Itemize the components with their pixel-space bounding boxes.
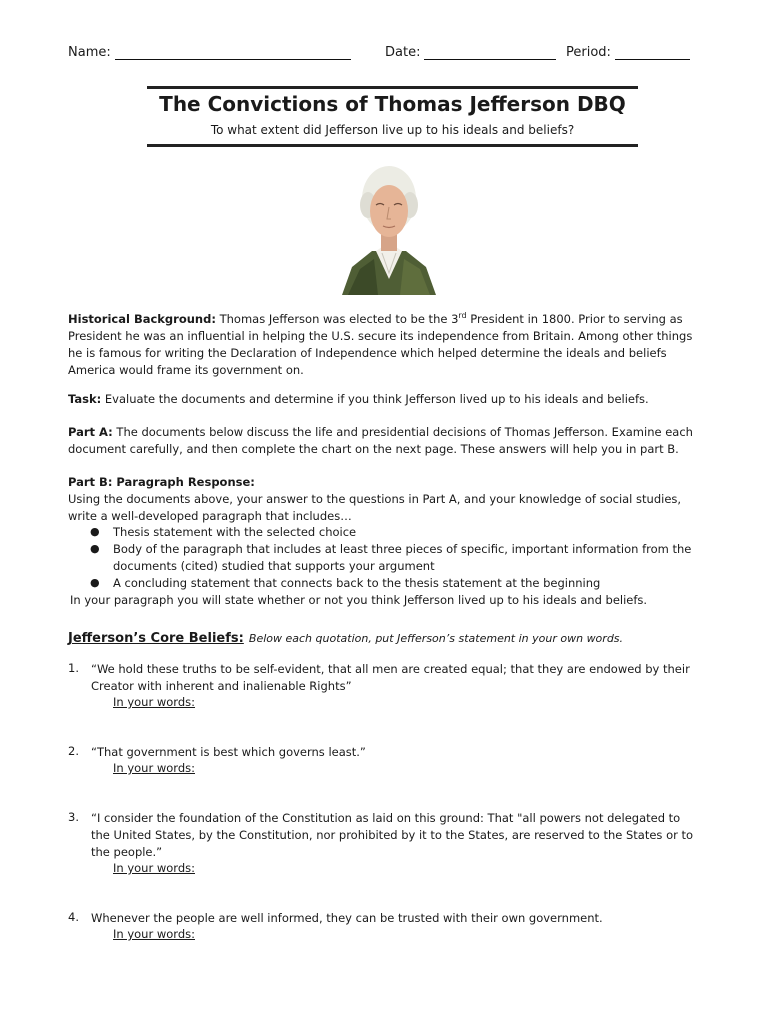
part-b-label: Part B: Paragraph Response: [68,475,255,489]
background-text-a: Thomas Jefferson was elected to be the 3 [219,311,459,326]
your-words-label[interactable]: In your words: [113,761,195,775]
quote-number: 3. [68,810,79,824]
your-words-label[interactable]: In your words: [113,861,195,875]
page-subtitle: To what extent did Jefferson live up to his ideals and beliefs? [210,123,575,137]
quote-number: 2. [68,744,79,758]
quote-text: “I consider the foundation of the Constitution as laid on this ground: That "all powers not delegated to the United States, by the Constitution, nor prohibited by it to the States, are reserved to the States or to the people.” [91,811,694,859]
task-text: Evaluate the documents and determine if you think Jefferson lived up to his ideals and beliefs. [101,392,649,406]
core-beliefs-instruction: Below each quotation, put Jefferson’s statement in your own words. [248,632,624,645]
title-bottom-rule [147,144,638,147]
page-title: The Convictions of Thomas Jefferson DBQ [159,92,626,116]
quote-text: “We hold these truths to be self-evident, that all men are created equal; that they are endowed by their Creator with inherent and inalienable Rights” [91,662,690,693]
core-beliefs-heading-row [68,627,708,646]
period-label: Period: [566,45,611,60]
background-label: Historical Background: [68,311,216,326]
part-b-closing: In your paragraph you will state whether or not you think Jefferson lived up to his ideals and beliefs. [70,593,648,607]
your-words-label[interactable]: In your words: [113,927,195,941]
bullet-item: Thesis statement with the selected choice [113,525,357,539]
part-a-text: The documents below discuss the life and presidential decisions of Thomas Jefferson. Examine each document carefully, and then complete the chart on the next page. These answers will help you in part B. [68,425,693,456]
core-beliefs-heading: Jefferson’s Core Beliefs: [68,631,244,646]
name-label: Name: [68,45,111,60]
quote-text: “That government is best which governs least.” [91,745,366,759]
bullet-icon: ● [90,542,100,555]
bullet-icon: ● [90,576,100,589]
task-label: Task: [68,392,102,406]
background-sup: rd [458,311,467,320]
historical-background [68,307,708,379]
part-b-intro: Using the documents above, your answer to the questions in Part A, and your knowledge of social studies, write a well-developed paragraph that includes… [68,492,682,523]
bullet-icon: ● [90,525,100,538]
title-top-rule [147,86,638,89]
bullet-item: Body of the paragraph that includes at least three pieces of specific, important information from the documents (cited) studied that supports your argument [113,542,692,573]
jefferson-portrait [338,155,440,295]
period-blank[interactable] [615,45,690,60]
name-blank[interactable] [115,45,351,60]
bullet-item: A concluding statement that connects back to the thesis statement at the beginning [113,576,601,590]
name-field[interactable] [68,45,351,60]
date-label: Date: [385,45,421,60]
quote-number: 1. [68,661,79,675]
quote-number: 4. [68,910,79,924]
date-blank[interactable] [424,45,556,60]
your-words-label[interactable]: In your words: [113,695,195,709]
background-text-b: President in 1800. Prior to serving as President he was an influential in helping the U.S. secure its independence from Britain. Among other things he is famous for writing the Declaration of Independence which helped determine the ideals and beliefs America would frame its government on. [68,311,693,377]
date-field[interactable] [385,45,556,60]
task-paragraph [68,391,708,408]
quote-text: Whenever the people are well informed, they can be trusted with their own government. [91,911,603,925]
part-a-paragraph [68,424,708,458]
part-a-label: Part A: [68,425,113,439]
period-field[interactable] [566,45,690,60]
